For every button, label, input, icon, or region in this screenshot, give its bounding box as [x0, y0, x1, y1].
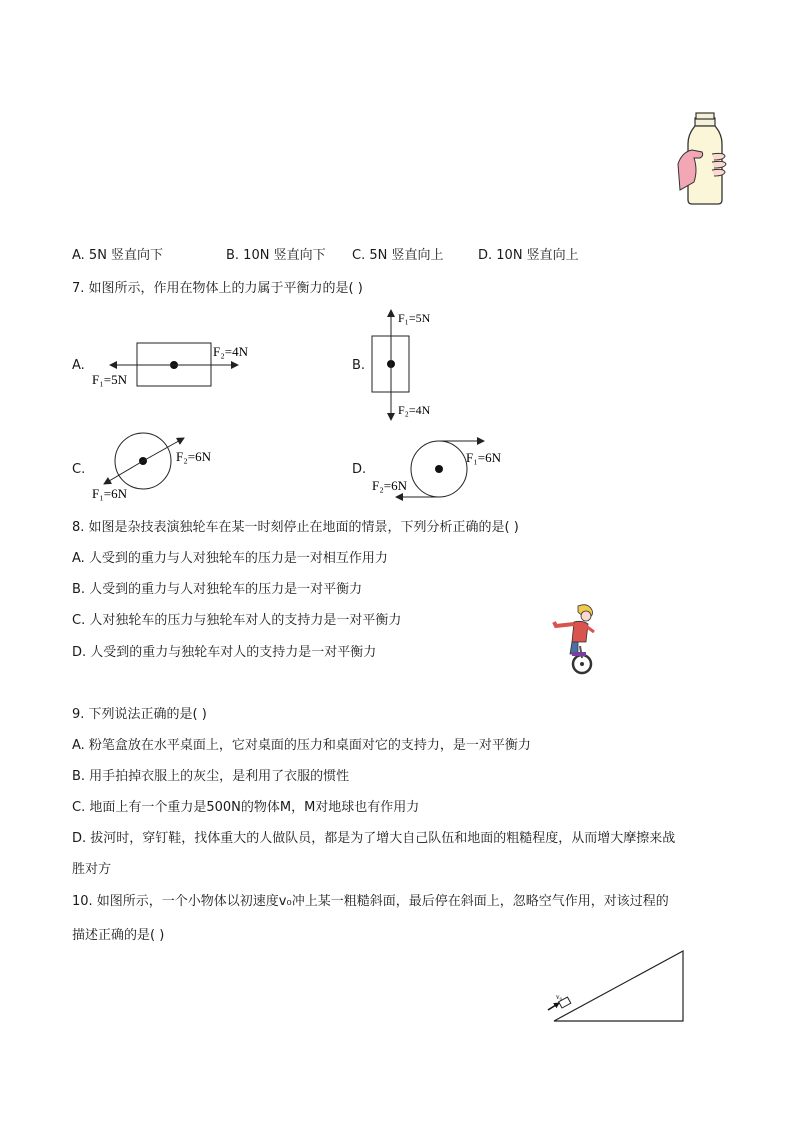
q7d-f2-label: F₂=6N — [372, 478, 407, 493]
q7b-f1-label: F₁=5N — [398, 311, 431, 325]
q7-figure-a — [86, 334, 276, 394]
q7-figure-c — [86, 428, 236, 504]
q7b-f2-label: F₂=4N — [398, 403, 431, 417]
q10-stem-line2: 描述正确的是( ) — [72, 928, 165, 943]
unicycle-performer-figure — [548, 602, 604, 676]
q7-label-b: B. — [352, 358, 366, 373]
q7-stem: 7. 如图所示，作用在物体上的力属于平衡力的是( ) — [72, 281, 363, 296]
q9-stem: 9. 下列说法正确的是( ) — [72, 707, 207, 722]
q9-option-a: A. 粉笔盒放在水平桌面上，它对桌面的压力和桌面对它的支持力，是一对平衡力 — [72, 738, 531, 753]
q9-option-b: B. 用手拍掉衣服上的灰尘，是利用了衣服的惯性 — [72, 769, 350, 784]
q9-option-c: C. 地面上有一个重力是500N的物体M，M对地球也有作用力 — [72, 800, 420, 815]
q7-label-d: D. — [352, 462, 367, 477]
q7-figure-d — [366, 430, 526, 502]
q7d-f1-label: F₁=6N — [466, 450, 501, 465]
q8-stem: 8. 如图是杂技表演独轮车在某一时刻停止在地面的情景，下列分析正确的是( ) — [72, 520, 519, 535]
q7a-f1-label: F₁=5N — [92, 372, 127, 387]
q6-option-a: A. 5N 竖直向下 — [72, 248, 164, 263]
q7c-f2-label: F₂=6N — [176, 449, 211, 464]
q7c-f1-label: F₁=6N — [92, 486, 127, 501]
q8-option-d: D. 人受到的重力与独轮车对人的支持力是一对平衡力 — [72, 645, 377, 660]
q6-option-d: D. 10N 竖直向上 — [478, 248, 579, 263]
q6-option-b: B. 10N 竖直向下 — [226, 248, 326, 263]
q7-label-a: A. — [72, 358, 85, 373]
q7-figure-b — [366, 304, 456, 426]
q7-label-c: C. — [72, 462, 86, 477]
q8-option-c: C. 人对独轮车的压力与独轮车对人的支持力是一对平衡力 — [72, 613, 402, 628]
inclined-plane-figure — [540, 946, 690, 1028]
q8-option-b: B. 人受到的重力与人对独轮车的压力是一对平衡力 — [72, 582, 363, 597]
q7a-f2-label: F₂=4N — [213, 344, 248, 359]
q6-option-c: C. 5N 竖直向上 — [352, 248, 444, 263]
q8-option-a: A. 人受到的重力与人对独轮车的压力是一对相互作用力 — [72, 551, 388, 566]
v0-label: v₀ — [556, 993, 562, 1001]
q9-option-d-continued: 胜对方 — [72, 862, 112, 877]
bottle-hand-figure — [676, 112, 732, 208]
q10-stem-line1: 10. 如图所示，一个小物体以初速度v₀冲上某一粗糙斜面，最后停在斜面上，忽略空气作用，对该过程的 — [72, 894, 669, 909]
q9-option-d: D. 拔河时，穿钉鞋，找体重大的人做队员，都是为了增大自己队伍和地面的粗糙程度，从而增大摩擦来战 — [72, 831, 676, 846]
